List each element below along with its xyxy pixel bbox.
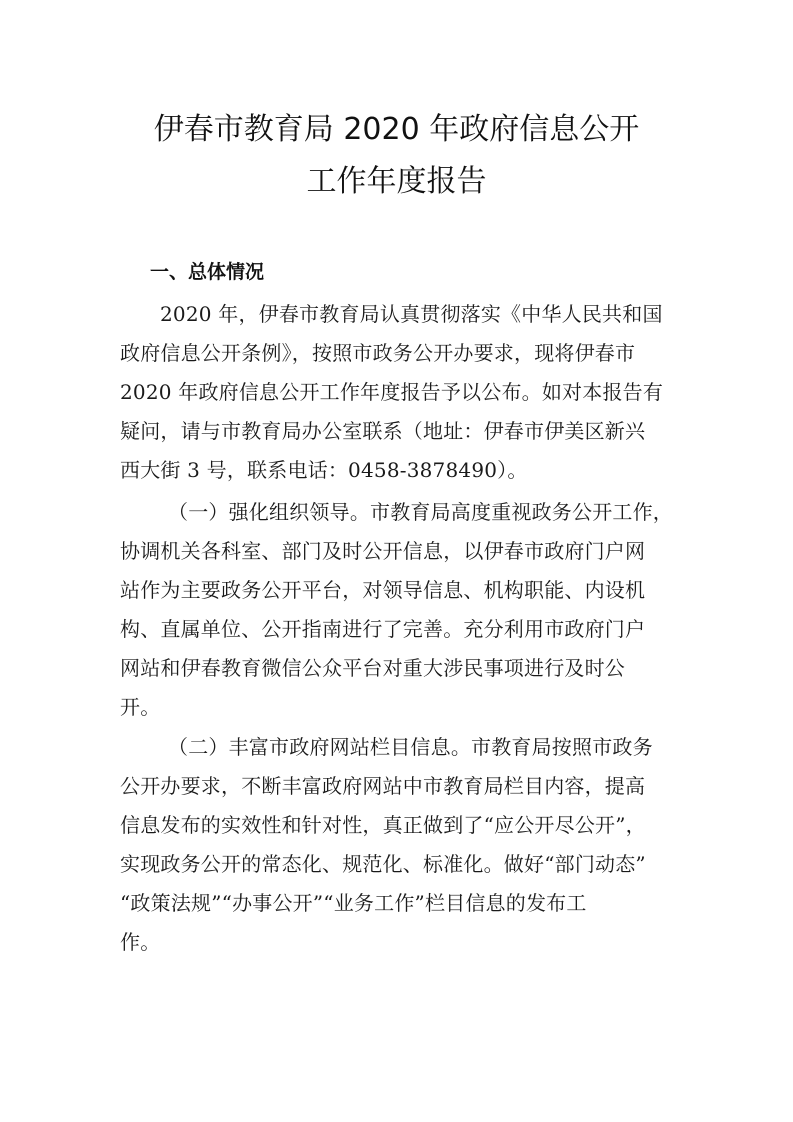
intro-line: 疑问，请与市教育局办公室联系（地址：伊春市伊美区新兴 [120, 419, 646, 443]
subsection-1-line: 网站和伊春教育微信公众平台对重大涉民事项进行及时公 [120, 656, 625, 680]
intro-line: 2020 年，伊春市教育局认真贯彻落实《中华人民共和国 [160, 302, 663, 326]
subsection-1-line: 构、直属单位、公开指南进行了完善。充分利用市政府门户 [120, 617, 646, 641]
subsection-1-line: 开。 [120, 695, 161, 719]
subsection-1-line: 协调机关各科室、部门及时公开信息，以伊春市政府门户网 [120, 539, 646, 563]
subsection-2-first-line [168, 733, 680, 761]
subsection-2-line: 实现政务公开的常态化、规范化、标准化。做好“部门动态” [120, 852, 646, 876]
subsection-2-line: 作。 [120, 930, 161, 954]
subsection-1-first-line [168, 498, 680, 526]
subsection-2-first-line-text: 。市教育局按照市政务 [450, 735, 653, 759]
section-heading-overview: 一、总体情况 [150, 261, 265, 283]
subsection-1-line: 站作为主要政务公开平台，对领导信息、机构职能、内设机 [120, 578, 646, 602]
subsection-2-line: “政策法规”“办事公开”“业务工作”栏目信息的发布工 [120, 891, 587, 915]
intro-line: 2020 年政府信息公开工作年度报告予以公布。如对本报告有 [120, 380, 664, 404]
intro-line: 政府信息公开条例》，按照市政务公开办要求，现将伊春市 [120, 341, 636, 365]
subsection-1-heading: （一）强化组织领导 [168, 500, 350, 524]
subsection-2-line: 公开办要求，不断丰富政府网站中市教育局栏目内容，提高 [120, 774, 646, 798]
intro-line: 西大街 3 号，联系电话：0458-3878490）。 [120, 458, 528, 482]
document-title-line-1: 伊春市教育局 2020 年政府信息公开 [153, 112, 640, 147]
subsection-2-heading: （二）丰富市政府网站栏目信息 [168, 735, 451, 759]
subsection-1-first-line-text: 。市教育局高度重视政务公开工作， [349, 500, 674, 524]
document-title-line-2: 工作年度报告 [306, 164, 487, 199]
subsection-2-line: 信息发布的实效性和针对性，真正做到了“应公开尽公开”， [120, 813, 646, 837]
